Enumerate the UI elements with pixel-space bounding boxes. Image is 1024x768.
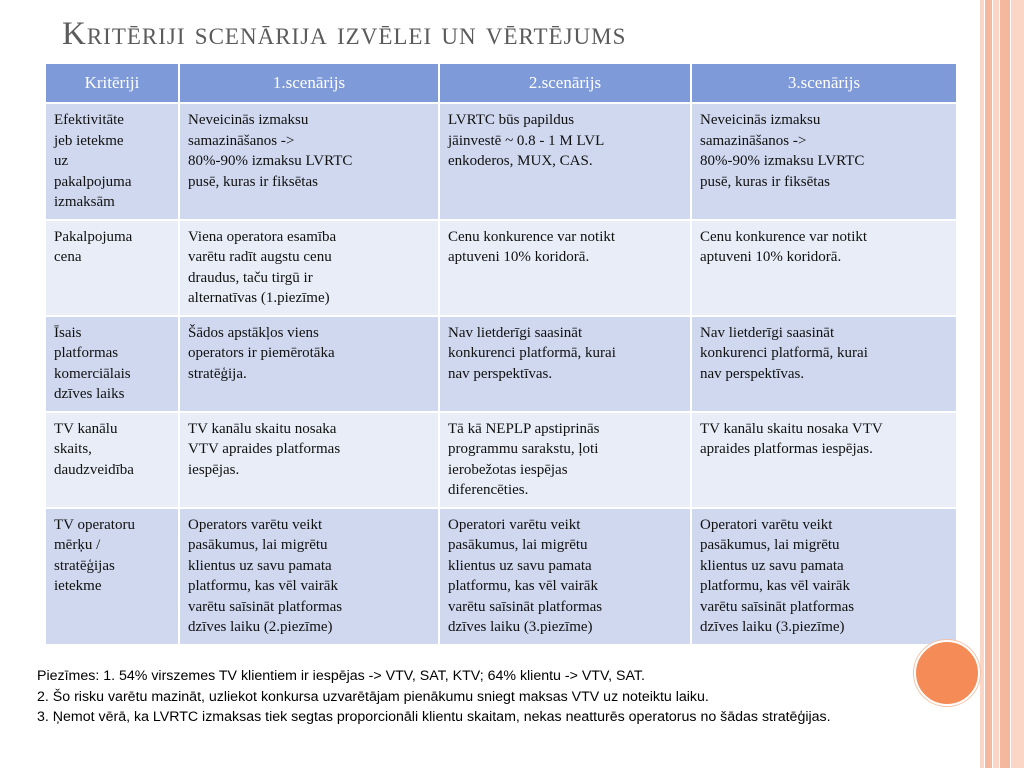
decorative-side-stripes — [980, 0, 1024, 768]
criteria-cell: Efektivitāte jeb ietekme uz pakalpojuma izmaksām — [45, 103, 179, 220]
table-row — [45, 508, 957, 645]
header-scenario-1: 1.scenārijs — [179, 63, 439, 103]
scenario-3-cell: Nav lietderīgi saasināt konkurenci platformā, kurai nav perspektīvas. — [691, 316, 957, 412]
table-row — [45, 412, 957, 508]
stripe — [1000, 0, 1010, 768]
stripe — [980, 0, 984, 768]
scenario-1-cell: TV kanālu skaitu nosaka VTV apraides platformas iespējas. — [179, 412, 439, 508]
footnotes — [37, 666, 917, 728]
scenario-3-cell: Neveicinās izmaksu samazināšanos -> 80%-90% izmaksu LVRTC pusē, kuras ir fiksētas — [691, 103, 957, 220]
criteria-cell: Īsais platformas komerciālais dzīves laiks — [45, 316, 179, 412]
criteria-table — [44, 62, 958, 646]
header-criteria: Kritēriji — [45, 63, 179, 103]
footnote-2: 2. Šo risku varētu mazināt, uzliekot konkursa uzvarētājam pienākumu sniegt maksas VTV uz noteiktu laiku. — [37, 688, 709, 705]
stripe — [985, 0, 992, 768]
stripe — [993, 0, 999, 768]
table-row — [45, 220, 957, 316]
scenario-1-cell: Viena operatora esamība varētu radīt augstu cenu draudus, taču tirgū ir alternatīvas (1.piezīme) — [179, 220, 439, 316]
scenario-3-cell: Cenu konkurence var notikt aptuveni 10% koridorā. — [691, 220, 957, 316]
header-scenario-3: 3.scenārijs — [691, 63, 957, 103]
scenario-3-cell: TV kanālu skaitu nosaka VTV apraides platformas iespējas. — [691, 412, 957, 508]
scenario-1-cell: Neveicinās izmaksu samazināšanos -> 80%-90% izmaksu LVRTC pusē, kuras ir fiksētas — [179, 103, 439, 220]
scenario-2-cell: Nav lietderīgi saasināt konkurenci platformā, kurai nav perspektīvas. — [439, 316, 691, 412]
scenario-1-cell: Šādos apstākļos viens operators ir piemērotāka stratēģija. — [179, 316, 439, 412]
criteria-cell: TV operatoru mērķu / stratēģijas ietekme — [45, 508, 179, 645]
footnote-3: 3. Ņemot vērā, ka LVRTC izmaksas tiek segtas proporcionāli klientu skaitam, nekas neatturēs operatorus no šādas stratēģijas. — [37, 709, 831, 725]
scenario-1-cell: Operators varētu veikt pasākumus, lai migrētu klientus uz savu pamata platformu, kas vēl vairāk varētu saīsināt platformas dzīves laiku (2.piezīme) — [179, 508, 439, 645]
scenario-2-cell: Cenu konkurence var notikt aptuveni 10% koridorā. — [439, 220, 691, 316]
orange-circle-decoration — [914, 640, 980, 706]
footnote-1: Piezīmes: 1. 54% virszemes TV klientiem ir iespējas -> VTV, SAT, KTV; 64% klientu -> VTV, SAT. — [37, 668, 645, 684]
scenario-2-cell: Tā kā NEPLP apstiprinās programmu sarakstu, ļoti ierobežotas iespējas diferencēties. — [439, 412, 691, 508]
criteria-cell: Pakalpojuma cena — [45, 220, 179, 316]
table-header-row — [45, 63, 957, 103]
stripe — [1011, 0, 1024, 768]
criteria-cell: TV kanālu skaits, daudzveidība — [45, 412, 179, 508]
scenario-3-cell: Operatori varētu veikt pasākumus, lai migrētu klientus uz savu pamata platformu, kas vēl vairāk varētu saīsināt platformas dzīves laiku (3.piezīme) — [691, 508, 957, 645]
slide-title: Kritēriji scenārija izvēlei un vērtējums — [62, 16, 627, 52]
table-row — [45, 316, 957, 412]
scenario-2-cell: LVRTC būs papildus jāinvestē ~ 0.8 - 1 M LVL enkoderos, MUX, CAS. — [439, 103, 691, 220]
scenario-2-cell: Operatori varētu veikt pasākumus, lai migrētu klientus uz savu pamata platformu, kas vēl vairāk varētu saīsināt platformas dzīves laiku (3.piezīme) — [439, 508, 691, 645]
table-row — [45, 103, 957, 220]
header-scenario-2: 2.scenārijs — [439, 63, 691, 103]
